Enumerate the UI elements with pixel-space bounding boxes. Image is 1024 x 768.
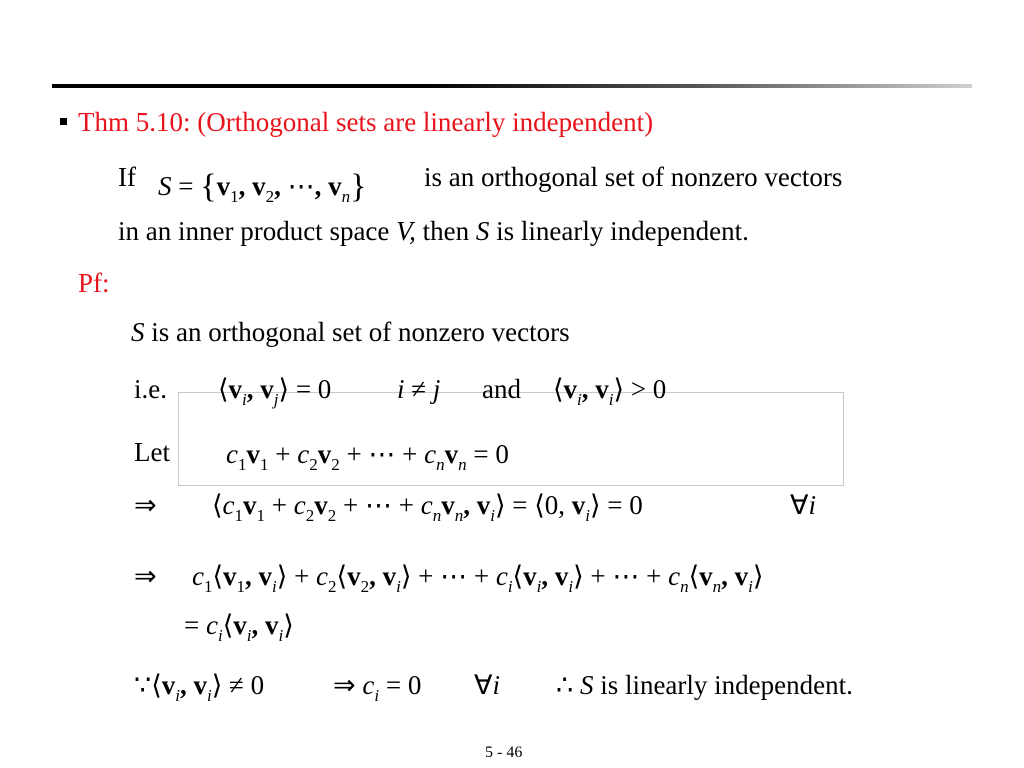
forall-i-2: ∀i xyxy=(474,670,500,700)
page-number: 5 - 46 xyxy=(485,744,523,761)
statement-line1-suffix: is an orthogonal set of nonzero vectors xyxy=(424,162,843,192)
because-formula: $\because⟨v_i$, $v_i⟩ \ne 0$ xyxy=(134,670,265,705)
proof-and: and xyxy=(482,374,521,404)
implies-arrow-2: ⇒ xyxy=(134,561,157,591)
proof-label: Pf: xyxy=(78,268,110,298)
orthogonality-formula: $⟨v_i$, $v_j⟩ = 0$ xyxy=(218,374,332,409)
title-divider-rule xyxy=(52,84,972,88)
implies-arrow-1: ⇒ xyxy=(134,490,157,520)
inner-product-expansion-formula: $⟨c_1v_1 + c_2v_2$ + ⋯ + $c_nv_n$, $v_i⟩$ = ⟨0, $v_i⟩ = 0$ xyxy=(212,490,643,525)
linear-combination-formula: $c_1v_1 + c_2v_2$ + ⋯ + $c_nv_n = 0$ xyxy=(226,439,509,474)
theorem-title: Thm 5.10: (Orthogonal sets are linearly independent) xyxy=(78,107,654,137)
linearity-expansion-formula: $c_1⟨v_1$, $v_i⟩$ + $c_2⟨v_2$, $v_i⟩$ + ⋯ + $c_i⟨v_i$, $v_i⟩$ + ⋯ + $c_n⟨v_n$, $v_i⟩$ xyxy=(192,561,764,596)
conclusion: ∴ S is linearly independent. xyxy=(556,670,853,700)
statement-line2: in an inner product space V, then S is linearly independent. xyxy=(118,216,749,246)
reduced-formula: = $c_i⟨v_i$, $v_i⟩$ xyxy=(184,610,294,645)
bullet-square-icon xyxy=(60,118,67,125)
statement-if: If xyxy=(118,162,136,192)
statement-set-formula: $S = \{v_1$, $v_2$, ⋯, $v_n$} xyxy=(158,168,367,206)
proof-line1: S is an orthogonal set of nonzero vectors xyxy=(131,317,570,347)
forall-i-1: ∀i xyxy=(790,490,816,520)
proof-ie-label: i.e. xyxy=(134,374,167,404)
i-ne-j-formula: i ≠ j xyxy=(397,374,441,404)
norm-positive-formula: $⟨v_i$, $v_i⟩ > 0$ xyxy=(553,374,667,409)
ci-zero-formula: ⇒ $c_i = 0$ xyxy=(333,670,422,705)
proof-let: Let xyxy=(134,437,170,467)
